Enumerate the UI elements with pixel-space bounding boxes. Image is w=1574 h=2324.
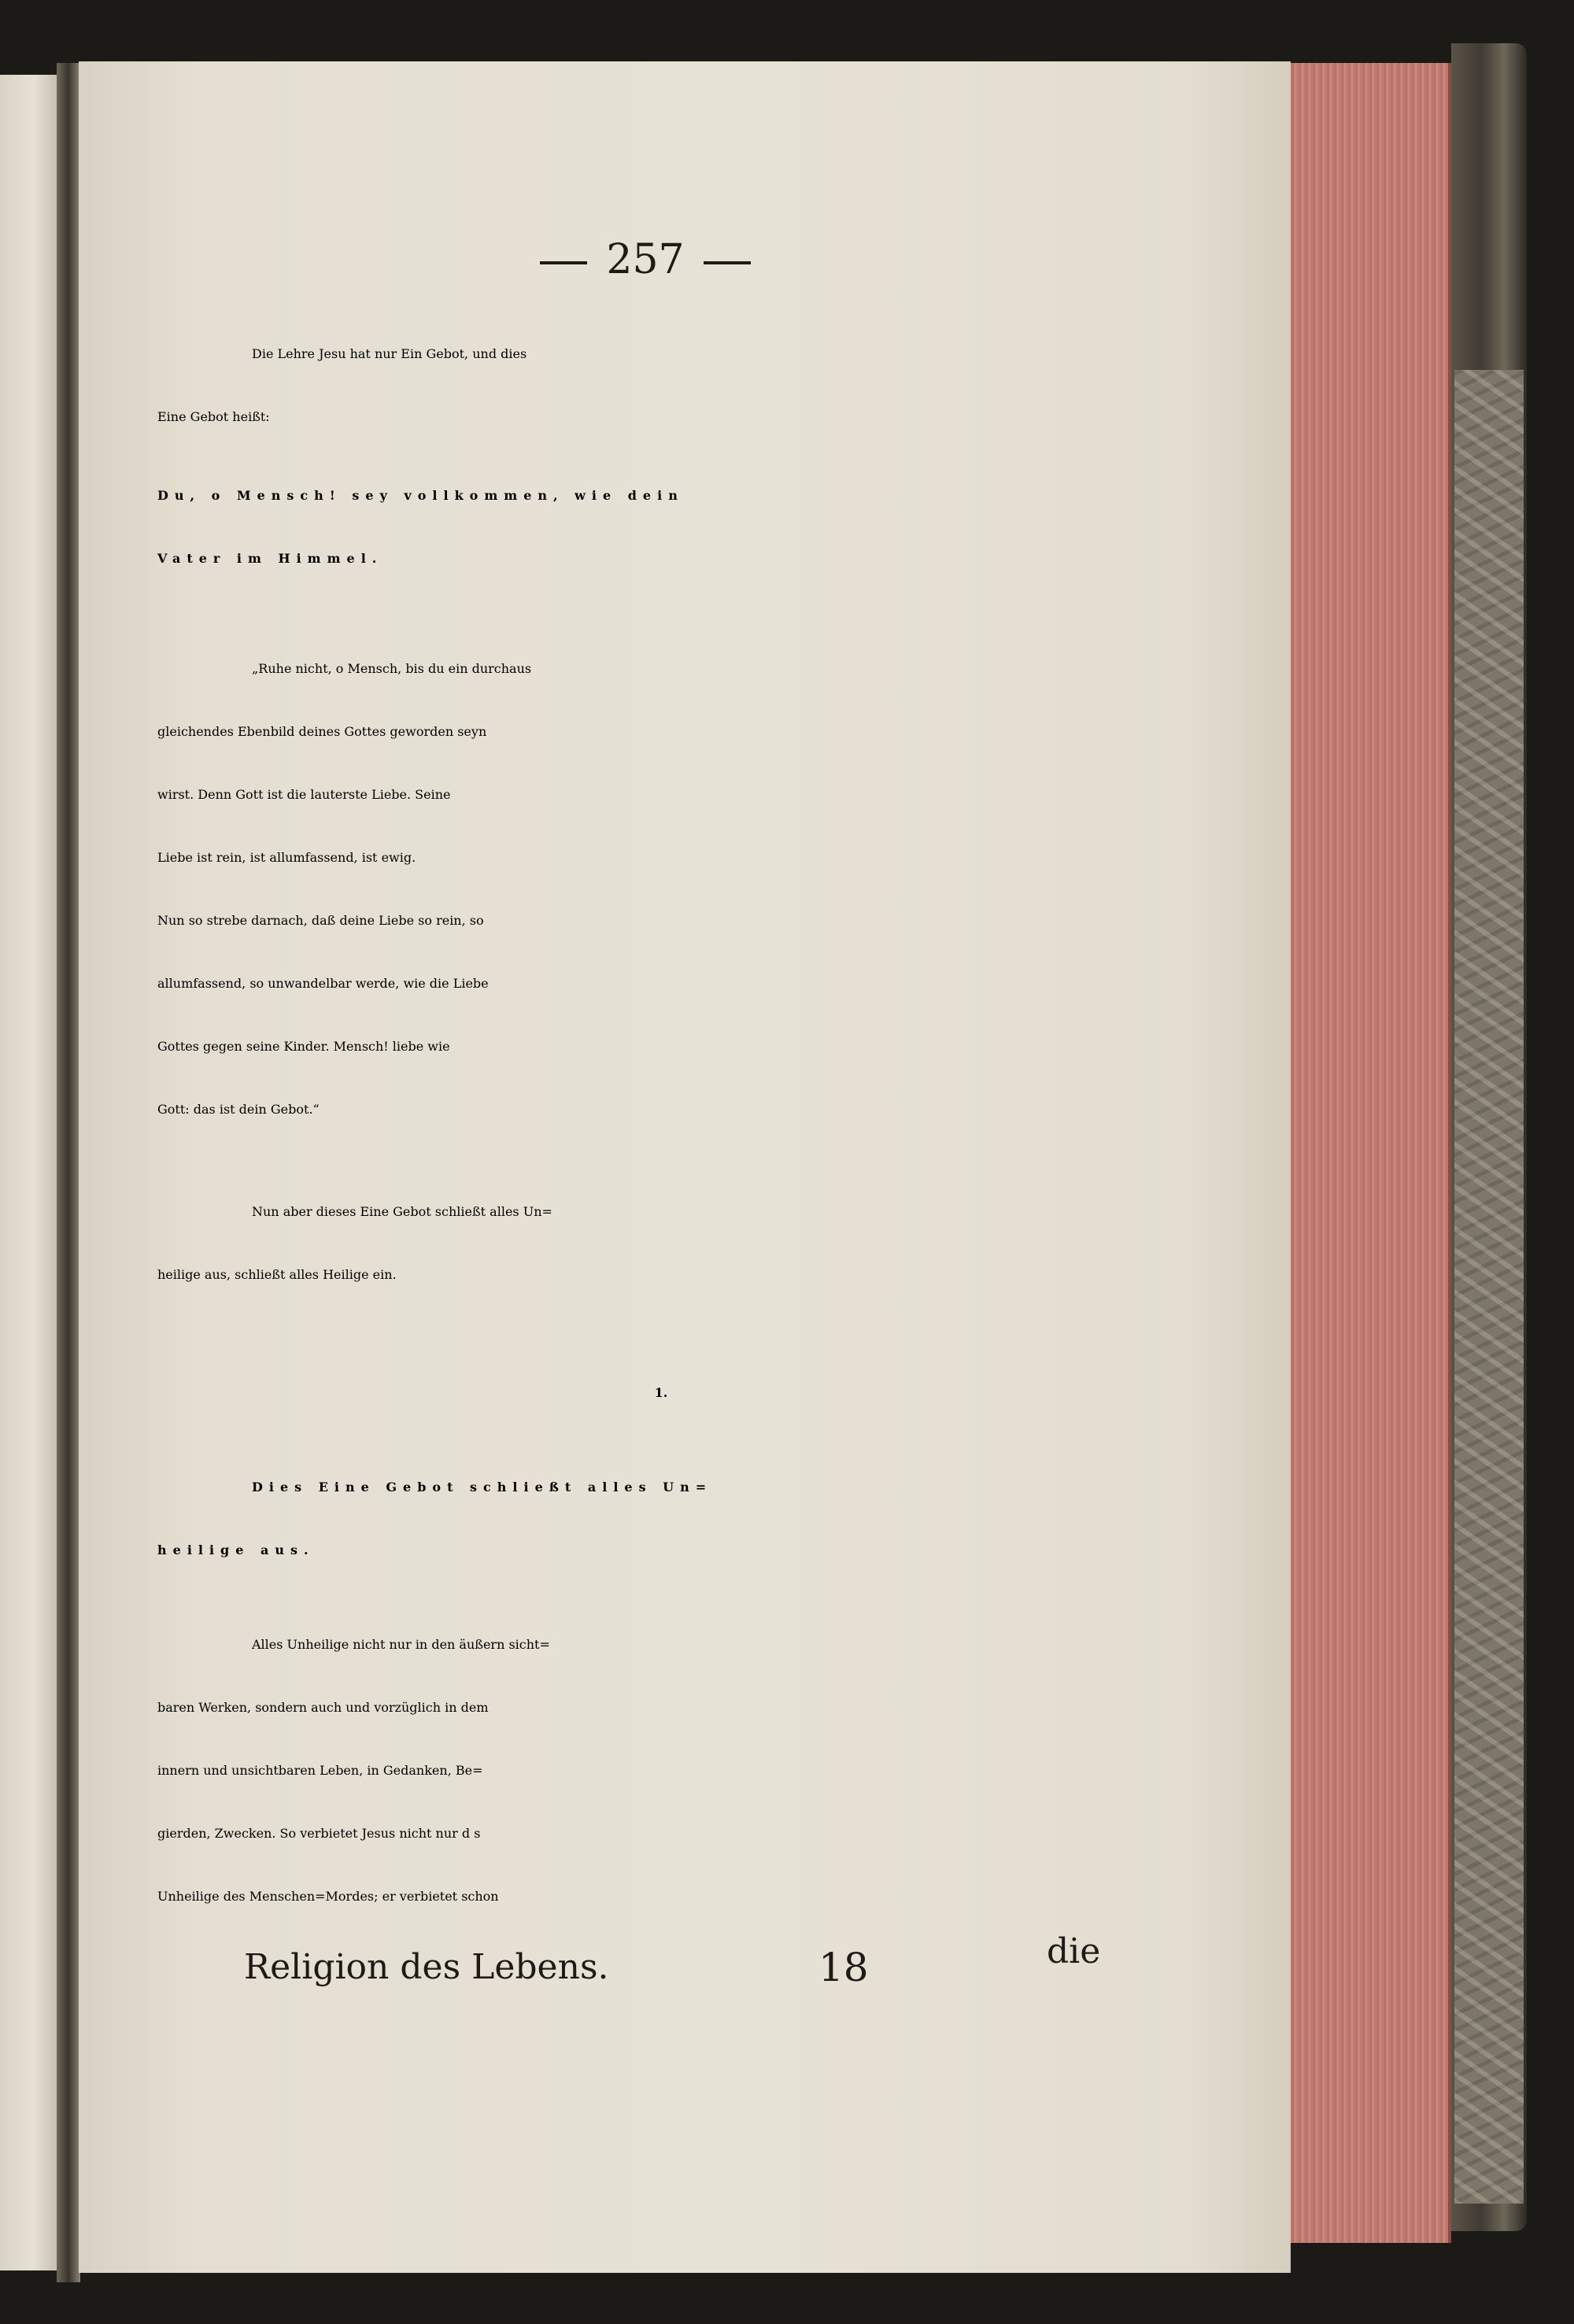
page-header [488,236,803,283]
text-line: heilige aus, schließt alles Heilige ein. [157,1267,397,1282]
text-line: wirst. Denn Gott ist die lauterste Liebe. Seine [157,787,451,802]
text-line: Gott: das ist dein Gebot.“ [157,1102,320,1117]
page-footer [244,1931,1141,1999]
text-line: gleichendes Ebenbild deines Gottes geworden seyn [157,724,487,739]
section-heading [157,1456,1165,1582]
signature-mark: 18 [818,1945,869,1990]
text-line: Die Lehre Jesu hat nur Ein Gebot, und dies [252,346,527,361]
paragraph-6 [157,1613,1165,1928]
text-line: „Ruhe nicht, o Mensch, bis du ein durchaus [252,661,532,676]
text-line: Nun so strebe darnach, daß deine Liebe so rein, so [157,913,484,928]
header-dash-left [540,261,587,264]
page-edges [1291,63,1451,2243]
text-line: Dies Eine Gebot schließt alles Un= [252,1480,713,1495]
paragraph-1 [157,323,1165,449]
paragraph-4 [157,1180,1165,1306]
text-line: Liebe ist rein, ist allumfassend, ist ewig. [157,850,416,865]
text-line: Nun aber dieses Eine Gebot schließt alles Un= [252,1204,552,1219]
paragraph-2 [157,464,1165,590]
text-line: innern und unsichtbaren Leben, in Gedanken, Be= [157,1763,483,1778]
section-label: 1. [654,1385,668,1400]
running-title: Religion des Lebens. [244,1947,609,1987]
marbled-cover [1454,370,1524,2204]
text-line: Gottes gegen seine Kinder. Mensch! liebe wie [157,1039,450,1054]
text-line: Alles Unheilige nicht nur in den äußern sicht= [252,1637,550,1652]
text-line: Eine Gebot heißt: [157,409,270,424]
page-number: 257 [606,236,685,283]
text-line: baren Werken, sondern auch und vorzüglich in dem [157,1700,489,1715]
section-number [157,1362,1165,1424]
left-page-edge [0,75,57,2270]
text-line: heilige aus. [157,1543,315,1557]
text-line: gierden, Zwecken. So verbietet Jesus nicht nur d s [157,1826,481,1841]
book-gutter [57,63,80,2282]
paragraph-3 [157,637,1165,1141]
text-line: allumfassend, so unwandelbar werde, wie die Liebe [157,976,489,991]
text-line: Du, o Mensch! sey vollkommen, wie dein [157,488,684,503]
text-line: Unheilige des Menschen=Mordes; er verbietet schon [157,1889,499,1904]
catchword: die [1047,1931,1101,1971]
header-dash-right [704,261,751,264]
text-line: Vater im Himmel. [157,551,383,566]
